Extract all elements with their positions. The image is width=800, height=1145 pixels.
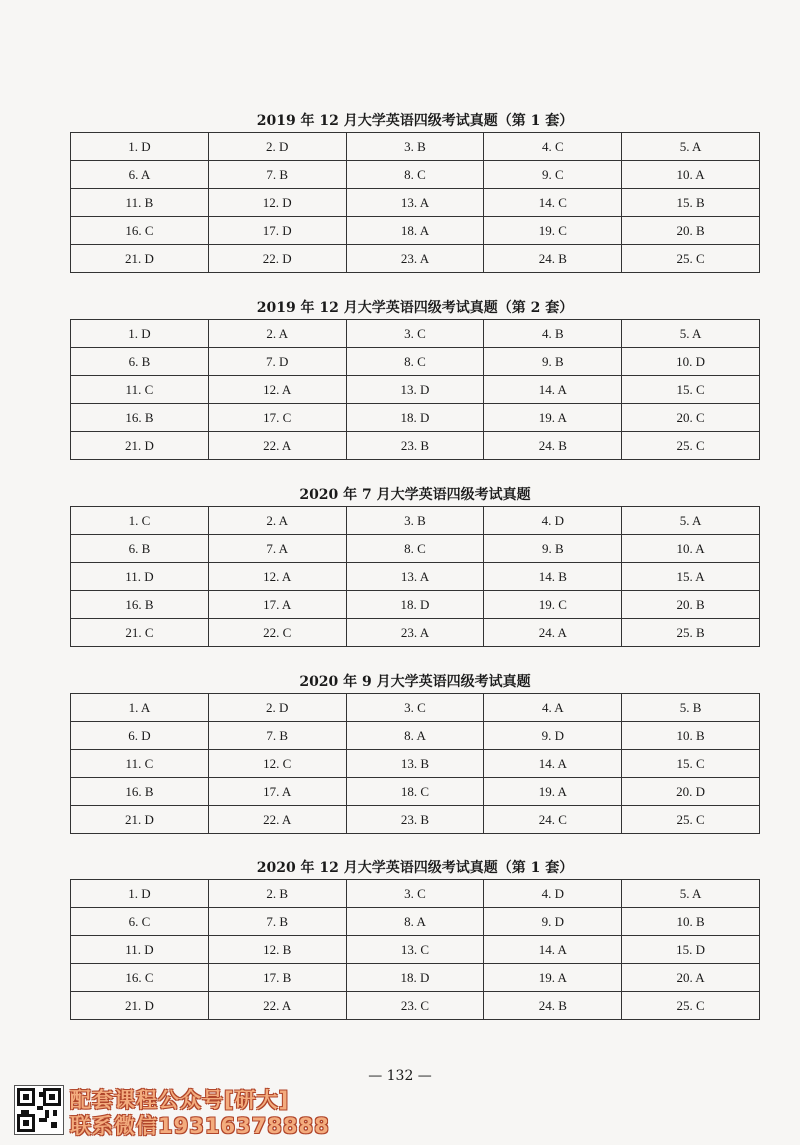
table-row [71, 563, 760, 591]
answer-section [70, 484, 760, 647]
answer-cell: 1. D [71, 320, 209, 348]
answer-table [70, 693, 760, 834]
answer-cell: 20. D [622, 778, 760, 806]
answer-cell: 10. D [622, 348, 760, 376]
answer-cell: 1. C [71, 507, 209, 535]
answer-cell: 23. B [346, 806, 484, 834]
answer-cell: 24. B [484, 245, 622, 273]
answer-cell: 13. D [346, 376, 484, 404]
answer-cell: 21. D [71, 992, 209, 1020]
answer-cell: 12. D [208, 189, 346, 217]
answer-cell: 8. C [346, 161, 484, 189]
answer-cell: 22. D [208, 245, 346, 273]
answer-cell: 2. A [208, 507, 346, 535]
answer-cell: 25. B [622, 619, 760, 647]
section-title: 2019 年 12 月大学英语四级考试真题（第 2 套） [256, 300, 574, 316]
answer-cell: 18. C [346, 778, 484, 806]
answer-cell: 24. A [484, 619, 622, 647]
table-row [71, 806, 760, 834]
answer-cell: 10. A [622, 535, 760, 563]
answer-cell: 2. D [208, 694, 346, 722]
watermark-line-2: 联系微信19316378888 [70, 1114, 330, 1138]
table-row [71, 217, 760, 245]
section-title: 2020 年 12 月大学英语四级考试真题（第 1 套） [256, 860, 574, 876]
answer-cell: 17. A [208, 591, 346, 619]
answer-table [70, 132, 760, 273]
answer-cell: 9. B [484, 348, 622, 376]
answer-cell: 10. B [622, 908, 760, 936]
answer-cell: 24. C [484, 806, 622, 834]
answer-cell: 8. C [346, 348, 484, 376]
answer-cell: 15. B [622, 189, 760, 217]
table-row [71, 694, 760, 722]
answer-cell: 8. A [346, 908, 484, 936]
answer-cell: 16. C [71, 964, 209, 992]
answer-cell: 1. A [71, 694, 209, 722]
answer-cell: 6. D [71, 722, 209, 750]
answer-cell: 23. B [346, 432, 484, 460]
answer-cell: 7. A [208, 535, 346, 563]
answer-cell: 16. B [71, 778, 209, 806]
answer-section [70, 110, 760, 273]
answer-cell: 21. D [71, 432, 209, 460]
answer-cell: 22. A [208, 432, 346, 460]
answer-cell: 18. D [346, 964, 484, 992]
answer-cell: 21. C [71, 619, 209, 647]
page-number: — 132 — [368, 1068, 432, 1084]
answer-cell: 3. C [346, 320, 484, 348]
answer-cell: 6. C [71, 908, 209, 936]
table-row [71, 619, 760, 647]
answer-cell: 14. A [484, 936, 622, 964]
answer-cell: 20. B [622, 591, 760, 619]
answer-table [70, 879, 760, 1020]
answer-cell: 16. B [71, 591, 209, 619]
answer-cell: 5. A [622, 507, 760, 535]
answer-cell: 7. B [208, 908, 346, 936]
table-row [71, 750, 760, 778]
answer-cell: 19. A [484, 404, 622, 432]
answer-cell: 11. C [71, 376, 209, 404]
answer-cell: 6. B [71, 348, 209, 376]
answer-cell: 25. C [622, 806, 760, 834]
table-row [71, 507, 760, 535]
answer-cell: 12. C [208, 750, 346, 778]
answer-cell: 24. B [484, 432, 622, 460]
answer-cell: 9. B [484, 535, 622, 563]
answer-cell: 3. B [346, 507, 484, 535]
answer-cell: 8. C [346, 535, 484, 563]
answer-cell: 22. C [208, 619, 346, 647]
table-row [71, 320, 760, 348]
answer-cell: 25. C [622, 432, 760, 460]
answer-cell: 21. D [71, 245, 209, 273]
answer-cell: 13. A [346, 563, 484, 591]
table-row [71, 189, 760, 217]
answer-cell: 15. C [622, 750, 760, 778]
answer-cell: 4. C [484, 133, 622, 161]
answer-cell: 19. A [484, 964, 622, 992]
answer-cell: 10. B [622, 722, 760, 750]
answer-cell: 15. C [622, 376, 760, 404]
answer-cell: 4. D [484, 880, 622, 908]
table-row [71, 880, 760, 908]
answer-cell: 11. D [71, 936, 209, 964]
answer-cell: 12. A [208, 376, 346, 404]
answer-cell: 7. B [208, 722, 346, 750]
answer-cell: 7. B [208, 161, 346, 189]
answer-cell: 12. A [208, 563, 346, 591]
answer-cell: 16. B [71, 404, 209, 432]
answer-cell: 19. C [484, 217, 622, 245]
watermark-line-1: 配套课程公众号[研大] [70, 1088, 290, 1112]
answer-cell: 12. B [208, 936, 346, 964]
answer-cell: 14. A [484, 750, 622, 778]
answer-cell: 13. C [346, 936, 484, 964]
table-row [71, 778, 760, 806]
answer-cell: 22. A [208, 992, 346, 1020]
answer-cell: 8. A [346, 722, 484, 750]
answer-cell: 23. A [346, 245, 484, 273]
answer-section [70, 671, 760, 834]
answer-cell: 9. D [484, 908, 622, 936]
qr-code-icon [14, 1085, 64, 1135]
answer-cell: 9. C [484, 161, 622, 189]
answer-cell: 10. A [622, 161, 760, 189]
answer-cell: 3. B [346, 133, 484, 161]
answer-cell: 17. C [208, 404, 346, 432]
answer-cell: 2. D [208, 133, 346, 161]
answer-cell: 25. C [622, 245, 760, 273]
table-row [71, 348, 760, 376]
table-row [71, 908, 760, 936]
answer-cell: 15. A [622, 563, 760, 591]
answer-section [70, 857, 760, 1020]
answer-cell: 3. C [346, 694, 484, 722]
table-row [71, 591, 760, 619]
answer-table [70, 319, 760, 460]
table-row [71, 404, 760, 432]
answer-section [70, 297, 760, 460]
answer-cell: 4. A [484, 694, 622, 722]
answer-cell: 11. D [71, 563, 209, 591]
table-row [71, 535, 760, 563]
answer-cell: 11. B [71, 189, 209, 217]
table-row [71, 376, 760, 404]
answer-cell: 24. B [484, 992, 622, 1020]
section-title: 2019 年 12 月大学英语四级考试真题（第 1 套） [256, 113, 574, 129]
answer-cell: 11. C [71, 750, 209, 778]
answer-cell: 5. A [622, 320, 760, 348]
answer-cell: 13. A [346, 189, 484, 217]
answer-cell: 20. B [622, 217, 760, 245]
answer-cell: 18. D [346, 404, 484, 432]
answer-cell: 14. B [484, 563, 622, 591]
answer-cell: 21. D [71, 806, 209, 834]
table-row [71, 161, 760, 189]
answer-cell: 5. A [622, 133, 760, 161]
answer-cell: 19. C [484, 591, 622, 619]
answer-table [70, 506, 760, 647]
answer-cell: 18. D [346, 591, 484, 619]
answer-cell: 20. C [622, 404, 760, 432]
answer-cell: 17. B [208, 964, 346, 992]
section-title: 2020 年 7 月大学英语四级考试真题 [299, 487, 531, 503]
table-row [71, 936, 760, 964]
answer-cell: 9. D [484, 722, 622, 750]
table-row [71, 722, 760, 750]
answer-cell: 16. C [71, 217, 209, 245]
answer-cell: 4. D [484, 507, 622, 535]
table-row [71, 245, 760, 273]
answer-cell: 23. A [346, 619, 484, 647]
table-row [71, 964, 760, 992]
section-title: 2020 年 9 月大学英语四级考试真题 [299, 674, 531, 690]
answer-cell: 20. A [622, 964, 760, 992]
answer-cell: 7. D [208, 348, 346, 376]
answer-cell: 15. D [622, 936, 760, 964]
answer-cell: 2. A [208, 320, 346, 348]
answer-cell: 17. A [208, 778, 346, 806]
table-row [71, 432, 760, 460]
answer-cell: 5. A [622, 880, 760, 908]
answer-cell: 1. D [71, 880, 209, 908]
answer-cell: 1. D [71, 133, 209, 161]
answer-cell: 22. A [208, 806, 346, 834]
answer-cell: 19. A [484, 778, 622, 806]
answer-cell: 25. C [622, 992, 760, 1020]
answer-cell: 18. A [346, 217, 484, 245]
table-row [71, 992, 760, 1020]
answer-cell: 6. B [71, 535, 209, 563]
answer-cell: 3. C [346, 880, 484, 908]
answer-cell: 14. A [484, 376, 622, 404]
answer-cell: 14. C [484, 189, 622, 217]
table-row [71, 133, 760, 161]
answer-cell: 6. A [71, 161, 209, 189]
answer-cell: 23. C [346, 992, 484, 1020]
answer-cell: 13. B [346, 750, 484, 778]
answer-cell: 4. B [484, 320, 622, 348]
answer-cell: 5. B [622, 694, 760, 722]
answer-cell: 17. D [208, 217, 346, 245]
answer-cell: 2. B [208, 880, 346, 908]
